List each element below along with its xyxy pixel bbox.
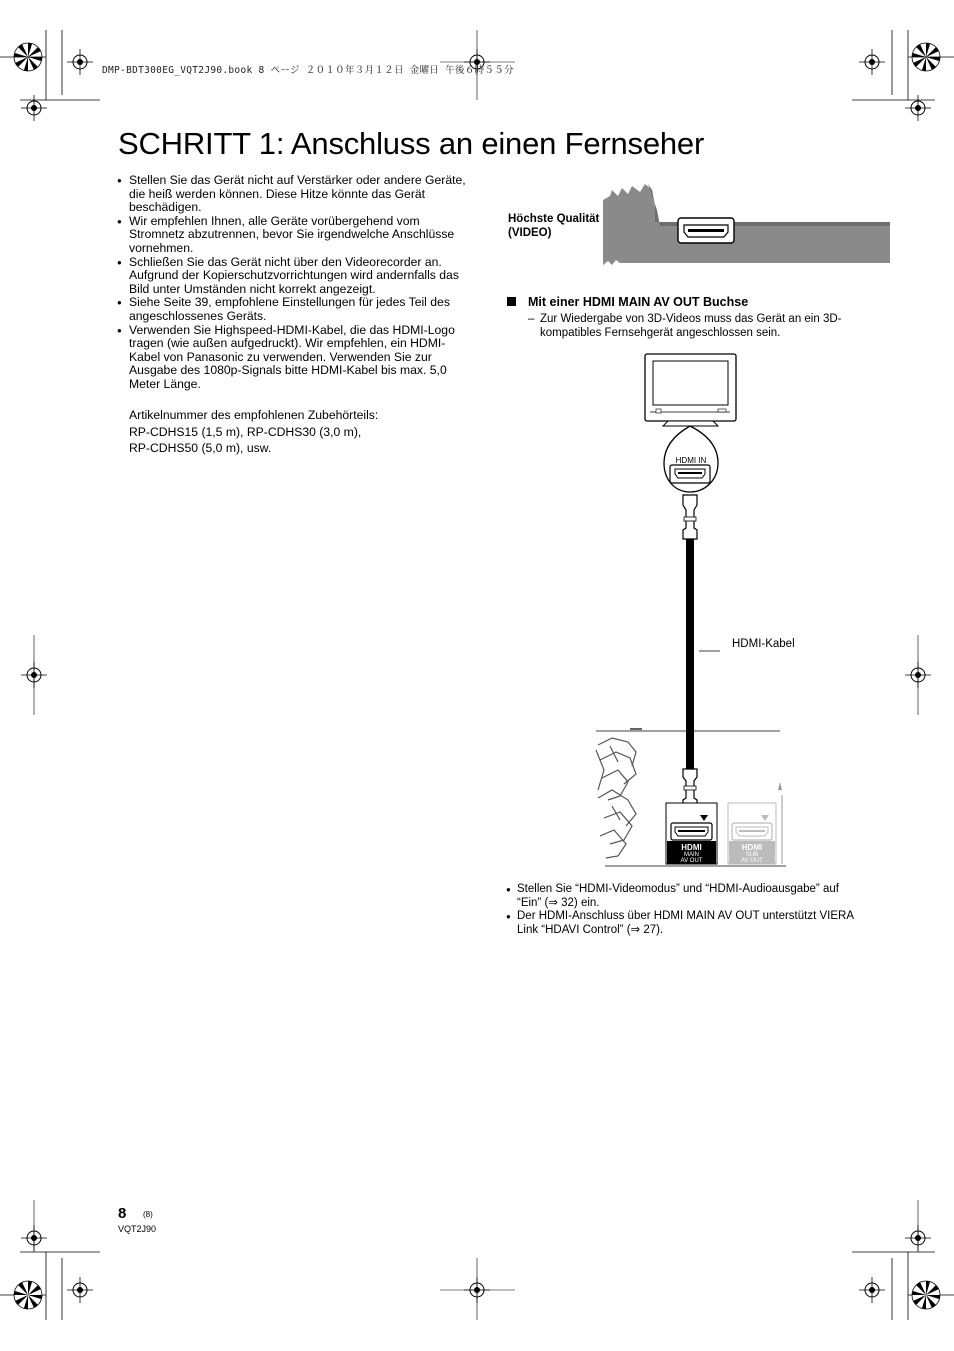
section-heading-text: Mit einer HDMI MAIN AV OUT Buchse	[528, 295, 749, 309]
vent-pattern	[596, 738, 636, 858]
cable-label: HDMI-Kabel	[732, 638, 795, 650]
page-title: SCHRITT 1: Anschluss an einen Fernseher	[118, 126, 705, 161]
main-port-label-2: AV OUT	[680, 858, 703, 864]
sub-port-label-1: SUB	[745, 852, 759, 858]
registration-mark	[67, 49, 93, 75]
registration-mark	[67, 1277, 93, 1303]
square-bullet-icon	[507, 297, 516, 306]
left-column	[117, 174, 469, 456]
registration-mark	[905, 95, 931, 121]
sub-port-label-2: AV OUT	[741, 858, 763, 864]
dash-icon: –	[528, 313, 535, 325]
corner-mark-top-left	[0, 30, 100, 121]
list-item: ● Wir empfehlen Ihnen, alle Geräte vorübergehend vom Stromnetz abzutrennen, bevor Sie irgendwelche Anschlüsse vornehmen.	[117, 215, 469, 256]
right-bullet-list	[506, 883, 866, 937]
corner-mark-bottom-right	[852, 1200, 954, 1320]
hdmi-cable	[683, 495, 720, 808]
quality-banner	[603, 184, 890, 265]
color-bar-mark	[14, 1281, 42, 1309]
accessory-line-2: RP-CDHS50 (5,0 m), usw.	[129, 440, 272, 455]
page-sub-number: (8)	[143, 1210, 153, 1219]
section-heading	[507, 295, 748, 309]
list-item: ● Stellen Sie “HDMI-Videomodus” und “HDMI-Audioausgabe” auf “Ein” (⇒ 32) ein.	[506, 883, 866, 910]
list-item: ● Siehe Seite 39, empfohlene Einstellungen für jedes Teil des angeschlossenes Geräts.	[117, 296, 469, 323]
accessory-title: Artikelnummer des empfohlenen Zubehörteils:	[129, 407, 379, 422]
accessory-line-1: RP-CDHS15 (1,5 m), RP-CDHS30 (3,0 m),	[129, 424, 362, 439]
tv-icon	[645, 354, 736, 426]
registration-mark	[21, 95, 47, 121]
section-note	[528, 313, 868, 340]
list-item: ● Schließen Sie das Gerät nicht über den Videorecorder an. Aufgrund der Kopierschutzvorrichtungen wird andernfalls das Bild unter Umständen nicht korrekt angezeigt.	[117, 256, 469, 297]
corner-mark-top-right	[852, 30, 954, 121]
left-bullet-list	[117, 174, 469, 392]
quality-label: Höchste Qualität (VIDEO)	[508, 213, 600, 239]
main-port-logo: HDMI	[681, 843, 702, 852]
page-number: 8	[118, 1205, 127, 1222]
sub-port-logo: HDMI	[741, 843, 763, 852]
list-item: ● Stellen Sie das Gerät nicht auf Verstärker oder andere Geräte, die heiß werden können. Diese Hitze könnte das Gerät beschädigen.	[117, 174, 469, 215]
accessory-info	[117, 407, 469, 456]
corner-mark-bottom-left	[0, 1200, 100, 1320]
main-port-label-1: MAIN	[684, 852, 699, 858]
doc-code: VQT2J90	[118, 1224, 157, 1234]
list-item: ● Verwenden Sie Highspeed-HDMI-Kabel, die das HDMI-Logo tragen (wie außen aufgedruckt). Wir empfehlen, ein HDMI-Kabel von Panasonic zu verwenden. Verwenden Sie zur Ausgabe des 1080p-Signals bitte HDMI-Kabel bis max. 5,0 Meter Länge.	[117, 324, 469, 392]
list-item: ● Der HDMI-Anschluss über HDMI MAIN AV OUT unterstützt VIERA Link “HDAVI Control” (⇒ 27).	[506, 910, 866, 937]
book-header-line: DMP-BDT300EG_VQT2J90.book 8 ページ ２０１０年３月１２日 金曜日 午後６時５５分	[102, 65, 514, 76]
registration-mark	[859, 1277, 885, 1303]
hdmi-in-label: HDMI IN	[675, 456, 707, 465]
right-notes	[506, 883, 866, 937]
registration-mark	[859, 49, 885, 75]
section-note-text: Zur Wiedergabe von 3D-Videos muss das Gerät an ein 3D-kompatibles Fernsehgerät angeschlossen sein.	[540, 313, 842, 339]
color-bar-mark	[912, 1281, 940, 1309]
